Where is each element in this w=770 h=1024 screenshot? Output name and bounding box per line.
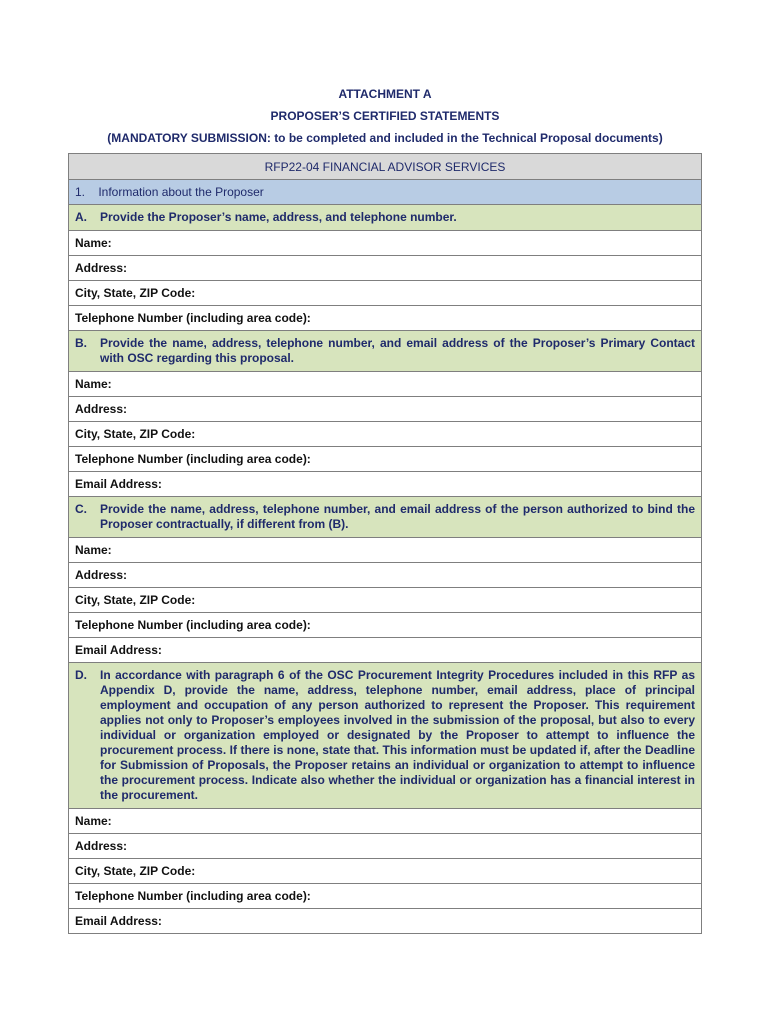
field-label[interactable]: City, State, ZIP Code:	[69, 281, 702, 306]
field-row[interactable]	[69, 306, 702, 331]
field-label[interactable]: Email Address:	[69, 638, 702, 663]
field-label[interactable]: Email Address:	[69, 472, 702, 497]
page-title: PROPOSER’S CERTIFIED STATEMENTS	[270, 109, 500, 123]
attachment-label: ATTACHMENT A	[338, 87, 432, 101]
instruction-letter: A.	[75, 210, 87, 224]
field-row[interactable]	[69, 884, 702, 909]
field-label[interactable]: Telephone Number (including area code):	[69, 306, 702, 331]
field-row[interactable]	[69, 447, 702, 472]
field-row[interactable]	[69, 638, 702, 663]
section-header-row	[69, 180, 702, 205]
page-subtitle: (MANDATORY SUBMISSION: to be completed and included in the Technical Proposal documents)	[107, 131, 663, 145]
instruction-row	[69, 205, 702, 231]
field-row[interactable]	[69, 472, 702, 497]
instruction-text: In accordance with paragraph 6 of the OSC Procurement Integrity Procedures included in this RFP as Appendix D, provide the name, address, telephone number, email address, place of principal employment and occupation of any person authorized to represent the Proposer. This requirement applies not only to Proposer’s employees involved in the submission of the proposal, but also to every individual or organization employed or designated by the Proposer to attempt to influence the procurement process. If there is none, state that. This information must be updated if, after the Deadline for Submission of Proposals, the Proposer retains an individual or organization to attempt to influence the procurement process. Indicate also whether the individual or organization has a financial interest in the procurement.	[100, 668, 695, 802]
form-title-row	[69, 154, 702, 180]
instruction-row	[69, 331, 702, 372]
field-label[interactable]: Address:	[69, 834, 702, 859]
instruction-text: Provide the name, address, telephone number, and email address of the person authorized to bind the Proposer contractually, if different from (B).	[100, 502, 695, 531]
field-label[interactable]: Name:	[69, 231, 702, 256]
field-row[interactable]	[69, 563, 702, 588]
instruction-row	[69, 497, 702, 538]
proposer-form-table	[68, 153, 702, 934]
field-label[interactable]: Address:	[69, 397, 702, 422]
field-label[interactable]: Telephone Number (including area code):	[69, 884, 702, 909]
field-row[interactable]	[69, 281, 702, 306]
field-label[interactable]: Telephone Number (including area code):	[69, 613, 702, 638]
field-label[interactable]: City, State, ZIP Code:	[69, 588, 702, 613]
field-label[interactable]: Telephone Number (including area code):	[69, 447, 702, 472]
field-row[interactable]	[69, 231, 702, 256]
instruction-letter: B.	[75, 336, 87, 350]
instruction-text: Provide the name, address, telephone number, and email address of the Proposer’s Primary Contact with OSC regarding this proposal.	[100, 336, 695, 365]
field-label[interactable]: Name:	[69, 809, 702, 834]
field-row[interactable]	[69, 397, 702, 422]
field-label[interactable]: Address:	[69, 563, 702, 588]
form-title: RFP22-04 FINANCIAL ADVISOR SERVICES	[69, 154, 702, 180]
field-label[interactable]: Name:	[69, 372, 702, 397]
field-row[interactable]	[69, 538, 702, 563]
field-label[interactable]: City, State, ZIP Code:	[69, 422, 702, 447]
field-label[interactable]: City, State, ZIP Code:	[69, 859, 702, 884]
field-label[interactable]: Address:	[69, 256, 702, 281]
field-row[interactable]	[69, 256, 702, 281]
field-row[interactable]	[69, 613, 702, 638]
field-row[interactable]	[69, 834, 702, 859]
field-label[interactable]: Email Address:	[69, 909, 702, 934]
field-row[interactable]	[69, 909, 702, 934]
field-row[interactable]	[69, 372, 702, 397]
field-label[interactable]: Name:	[69, 538, 702, 563]
field-row[interactable]	[69, 809, 702, 834]
field-row[interactable]	[69, 588, 702, 613]
field-row[interactable]	[69, 422, 702, 447]
field-row[interactable]	[69, 859, 702, 884]
instruction-letter: C.	[75, 502, 87, 516]
document-header	[0, 86, 770, 152]
instruction-row	[69, 663, 702, 809]
instruction-letter: D.	[75, 668, 87, 682]
instruction-text: Provide the Proposer’s name, address, and telephone number.	[100, 210, 457, 224]
section-header: 1. Information about the Proposer	[69, 180, 702, 205]
